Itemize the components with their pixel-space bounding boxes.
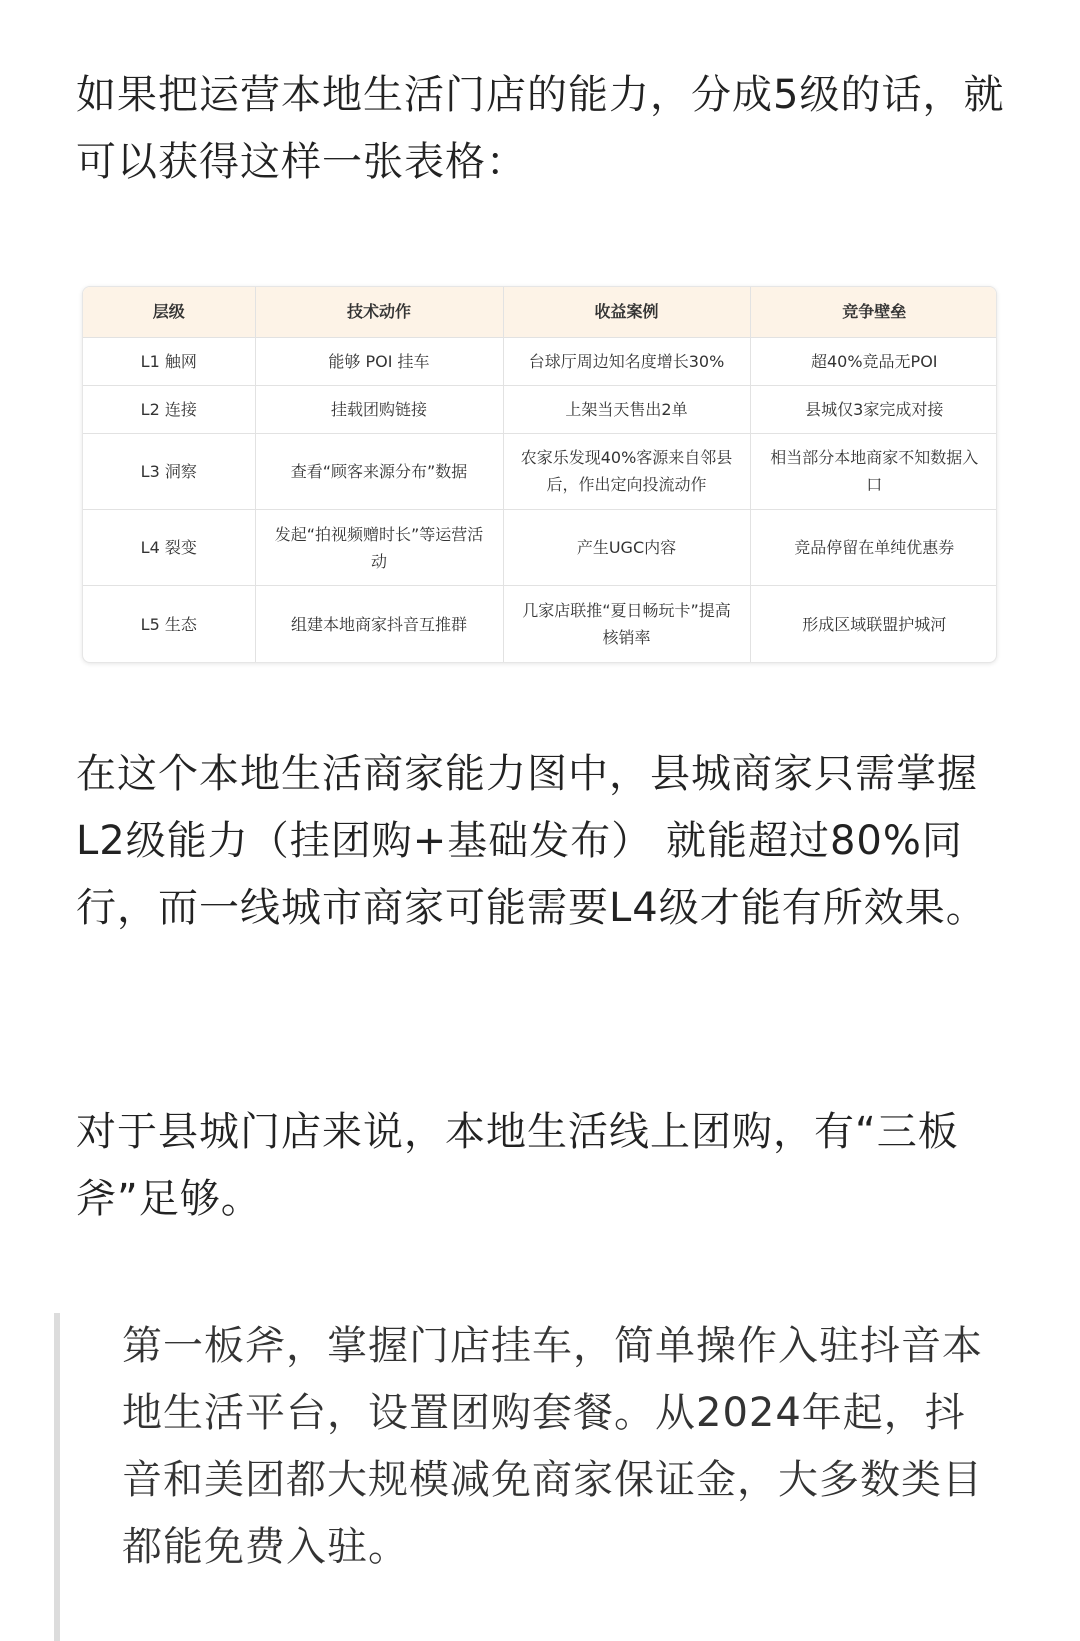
ability-table [82, 286, 997, 663]
blockquote-text: 第一板斧，掌握门店挂车，简单操作入驻抖音本地生活平台，设置团购套餐。从2024年起，抖音和美团都大规模减免商家保证金，大多数类目都能免费入驻。 [122, 1323, 983, 1570]
cell-barrier: 超40%竞品无POI [750, 337, 997, 385]
cell-case: 几家店联推“夏日畅玩卡”提高核销率 [503, 586, 750, 662]
cell-case: 上架当天售出2单 [503, 385, 750, 433]
ability-paragraph: 在这个本地生活商家能力图中，县城商家只需掌握 L2级能力（挂团购+基础发布） 就能超过80%同行，而一线城市商家可能需要L4级才能有所效果。 [76, 751, 987, 931]
three-axes-paragraph: 对于县城门店来说，本地生活线上团购，有“三板斧”足够。 [76, 1109, 959, 1222]
table-row [83, 586, 997, 662]
header-case: 收益案例 [503, 287, 750, 337]
cell-action: 查看“顾客来源分布”数据 [255, 433, 503, 509]
cell-barrier: 竞品停留在单纯优惠券 [750, 510, 997, 586]
table-header-row [83, 287, 997, 337]
header-barrier: 竞争壁垒 [750, 287, 997, 337]
cell-level: L2 连接 [83, 385, 255, 433]
cell-barrier: 县城仅3家完成对接 [750, 385, 997, 433]
cell-case: 产生UGC内容 [503, 510, 750, 586]
intro-paragraph: 如果把运营本地生活门店的能力，分成5级的话，就可以获得这样一张表格： [76, 72, 1005, 185]
cell-case: 台球厅周边知名度增长30% [503, 337, 750, 385]
table-row [83, 510, 997, 586]
cell-action: 挂载团购链接 [255, 385, 503, 433]
cell-level: L4 裂变 [83, 510, 255, 586]
cell-level: L5 生态 [83, 586, 255, 662]
ability-table-grid [83, 287, 997, 662]
cell-action: 能够 POI 挂车 [255, 337, 503, 385]
header-level: 层级 [83, 287, 255, 337]
cell-action: 发起“拍视频赠时长”等运营活动 [255, 510, 503, 586]
cell-level: L3 洞察 [83, 433, 255, 509]
cell-level: L1 触网 [83, 337, 255, 385]
header-action: 技术动作 [255, 287, 503, 337]
table-row [83, 433, 997, 509]
cell-action: 组建本地商家抖音互推群 [255, 586, 503, 662]
table-row [83, 385, 997, 433]
blockquote [54, 1313, 1014, 1641]
cell-barrier: 形成区域联盟护城河 [802, 614, 947, 634]
table-row [83, 337, 997, 385]
cell-case: 农家乐发现40%客源来自邻县后，作出定向投流动作 [503, 433, 750, 509]
cell-barrier: 相当部分本地商家不知数据入口 [750, 433, 997, 509]
